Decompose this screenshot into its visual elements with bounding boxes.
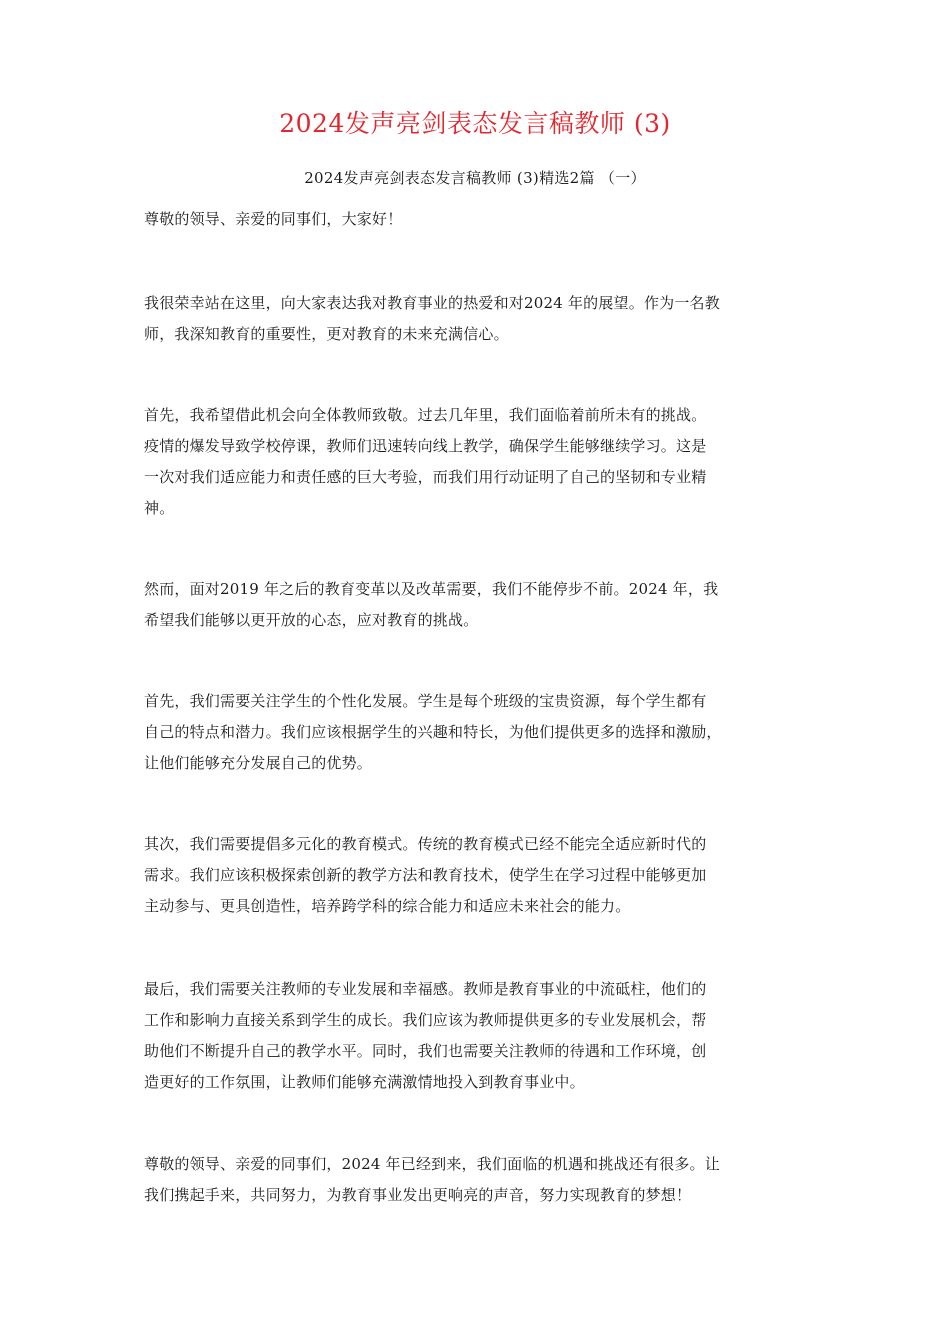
paragraph-line: 其次，我们需要提倡多元化的教育模式。传统的教育模式已经不能完全适应新时代的 <box>144 835 707 853</box>
paragraph-3 <box>144 574 824 636</box>
paragraph-line: 神。 <box>144 499 175 517</box>
paragraph-4 <box>144 686 824 779</box>
paragraph-line: 首先，我希望借此机会向全体教师致敬。过去几年里，我们面临着前所未有的挑战。 <box>144 406 707 424</box>
paragraph-line: 然而，面对2019 年之后的教育变革以及改革需要，我们不能停步不前。2024 年，我 <box>144 580 719 598</box>
paragraph-line: 自己的特点和潜力。我们应该根据学生的兴趣和特长，为他们提供更多的选择和激励， <box>144 723 722 741</box>
paragraph-line: 师，我深知教育的重要性，更对教育的未来充满信心。 <box>144 325 509 343</box>
paragraph-1 <box>144 288 824 350</box>
paragraph-5 <box>144 829 824 922</box>
paragraph-line: 造更好的工作氛围，让教师们能够充满激情地投入到教育事业中。 <box>144 1073 585 1091</box>
paragraph-7 <box>144 1149 824 1211</box>
paragraph-line: 助他们不断提升自己的教学水平。同时，我们也需要关注教师的待遇和工作环境，创 <box>144 1042 707 1060</box>
paragraph-line: 尊敬的领导、亲爱的同事们，2024 年已经到来，我们面临的机遇和挑战还有很多。让 <box>144 1155 720 1173</box>
document-subtitle: 2024发声亮剑表态发言稿教师 (3)精选2篇 （一） <box>304 169 646 187</box>
paragraph-6 <box>144 974 824 1098</box>
paragraph-line: 让他们能够充分发展自己的优势。 <box>144 754 373 772</box>
paragraph-line: 希望我们能够以更开放的心态，应对教育的挑战。 <box>144 611 479 629</box>
paragraph-line: 一次对我们适应能力和责任感的巨大考验，而我们用行动证明了自己的坚韧和专业精 <box>144 468 707 486</box>
paragraph-line: 我们携起手来，共同努力，为教育事业发出更响亮的声音，努力实现教育的梦想！ <box>144 1186 692 1204</box>
paragraph-2 <box>144 400 824 524</box>
paragraph-line: 需求。我们应该积极探索创新的教学方法和教育技术，使学生在学习过程中能够更加 <box>144 866 707 884</box>
paragraph-line: 首先，我们需要关注学生的个性化发展。学生是每个班级的宝贵资源，每个学生都有 <box>144 692 707 710</box>
greeting-line: 尊敬的领导、亲爱的同事们，大家好！ <box>144 210 403 228</box>
document-title: 2024发声亮剑表态发言稿教师 (3) <box>279 109 671 138</box>
paragraph-line: 疫情的爆发导致学校停课，教师们迅速转向线上教学，确保学生能够继续学习。这是 <box>144 437 707 455</box>
greeting-paragraph <box>144 204 824 235</box>
paragraph-line: 工作和影响力直接关系到学生的成长。我们应该为教师提供更多的专业发展机会，帮 <box>144 1011 707 1029</box>
paragraph-line: 最后，我们需要关注教师的专业发展和幸福感。教师是教育事业的中流砥柱，他们的 <box>144 980 707 998</box>
paragraph-line: 主动参与、更具创造性，培养跨学科的综合能力和适应未来社会的能力。 <box>144 897 631 915</box>
paragraph-line: 我很荣幸站在这里，向大家表达我对教育事业的热爱和对2024 年的展望。作为一名教 <box>144 294 720 312</box>
